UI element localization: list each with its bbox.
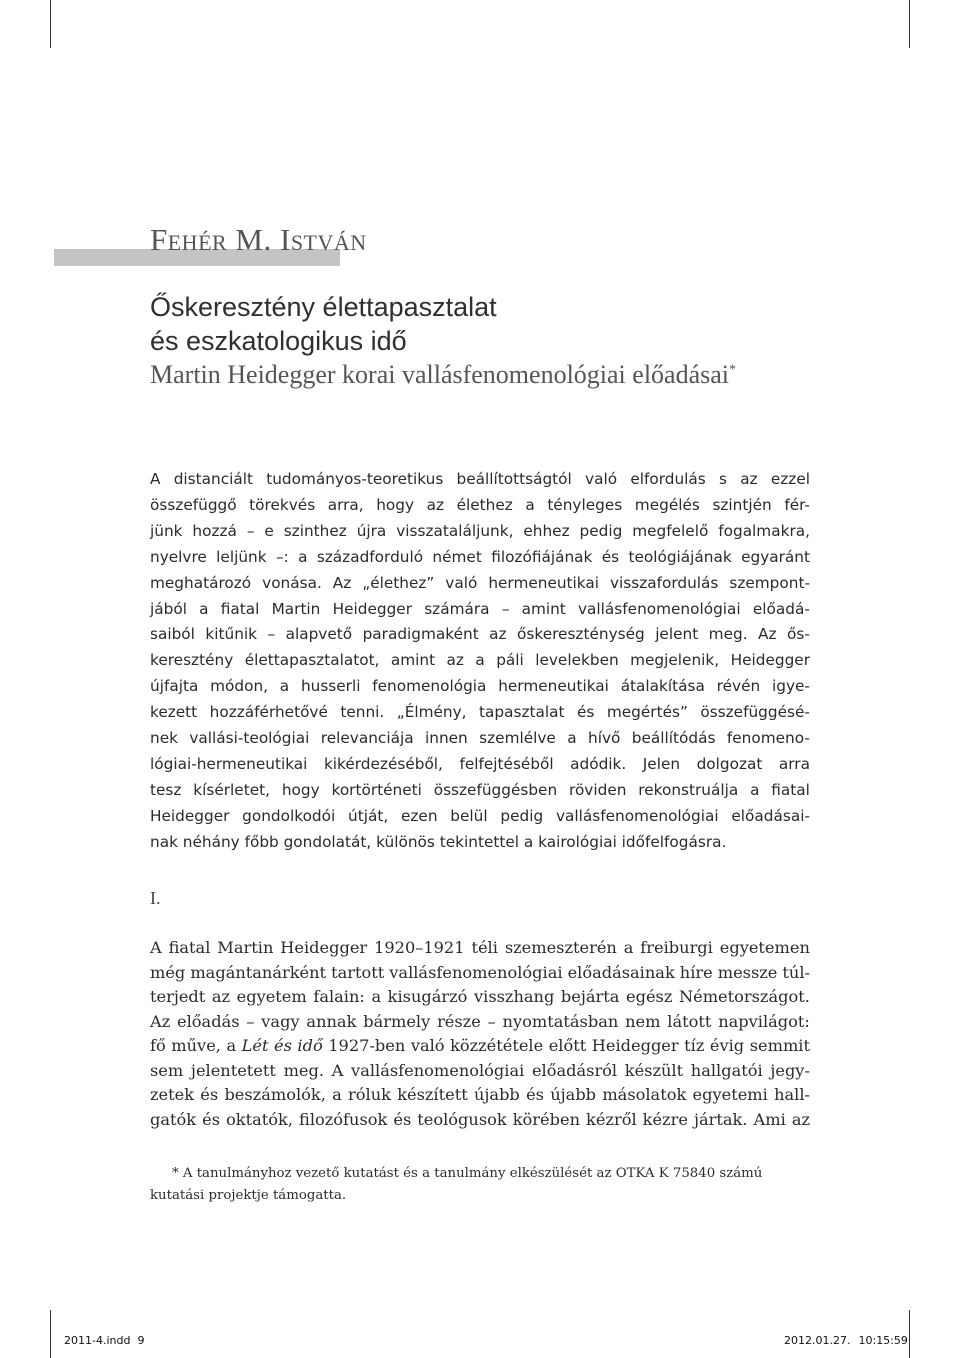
word: túl-	[782, 962, 810, 982]
book-title-italic: Lét és idő	[241, 1036, 323, 1055]
word: és	[202, 1109, 221, 1129]
word: szempont-	[729, 573, 810, 592]
word: leljünk	[216, 547, 267, 566]
word: adódik.	[570, 754, 627, 773]
word: rekonstruálja	[638, 780, 739, 799]
word: husserli	[300, 677, 361, 696]
word: amint	[521, 599, 566, 618]
word: újabb	[473, 1085, 520, 1104]
word: Martin	[217, 938, 274, 957]
article-title	[150, 290, 497, 358]
print-slug-timestamp	[784, 1334, 908, 1347]
word: nyomtatásban	[502, 1011, 619, 1031]
text-line	[150, 1083, 810, 1108]
word: magántanárként	[190, 962, 327, 982]
word: összefüggő	[150, 495, 237, 514]
word: a	[199, 599, 209, 618]
word: a	[371, 987, 382, 1006]
word: arra	[778, 754, 810, 773]
word: kortörténeti	[331, 780, 422, 799]
word: szintjén	[712, 495, 772, 514]
word: pedig	[579, 521, 623, 540]
word: Németországot.	[678, 987, 810, 1006]
word: megjelenik,	[630, 651, 720, 670]
crop-mark-bottom-right	[909, 1310, 910, 1358]
word: előadásai-	[731, 806, 810, 825]
word: –:	[275, 547, 289, 566]
word: tényleges	[547, 495, 623, 514]
word: az	[489, 625, 507, 644]
word: vallásfenomenológiai	[578, 599, 741, 618]
word: egyetemi	[692, 1085, 768, 1104]
word: falain:	[313, 987, 365, 1006]
word: hermeneutikai	[498, 677, 609, 696]
word: annak	[306, 1011, 357, 1031]
word: jünk	[150, 521, 183, 540]
word: újabb	[550, 1085, 597, 1104]
word: és	[601, 547, 620, 566]
abstract-line	[150, 571, 810, 597]
abstract-line	[150, 545, 810, 571]
abstract-line	[150, 752, 810, 778]
word: –	[501, 599, 510, 618]
word: az	[740, 470, 758, 488]
abstract-line	[150, 648, 810, 674]
word: filozófusok	[299, 1109, 388, 1129]
text-line	[150, 961, 810, 986]
word: révén	[716, 677, 761, 696]
footnote-line: * A tanulmányhoz vezető kutatást és a tanulmány elkészülését az OTKA K 75840 számú	[172, 1166, 763, 1181]
footnote	[150, 1163, 810, 1207]
word: fiatal	[220, 599, 260, 618]
word: alapvető	[285, 625, 353, 644]
word: készült	[624, 1060, 684, 1080]
word: teológusok	[417, 1109, 507, 1129]
word: vallási-teológiai	[189, 729, 310, 748]
word: gatók	[150, 1109, 197, 1129]
word: másolatok	[602, 1085, 687, 1104]
word: tenni.	[340, 703, 385, 722]
word: „Élmény,	[396, 703, 467, 722]
word: saiból	[150, 625, 195, 644]
word: átalakítása	[620, 677, 705, 696]
word: ezen	[400, 806, 438, 825]
word: kezett	[150, 703, 198, 722]
word: róluk	[348, 1085, 391, 1104]
word: kisugárzó	[387, 987, 468, 1006]
word: kikérdezéséből,	[323, 754, 443, 773]
word: újfajta	[150, 677, 199, 696]
word: arra,	[327, 495, 364, 514]
text-line	[150, 1108, 810, 1133]
word: összefüggésé-	[700, 703, 810, 722]
crop-mark-bottom-left	[50, 1310, 51, 1358]
word: előadásainak	[567, 962, 675, 982]
slug-time: 10:15:59	[858, 1334, 908, 1347]
abstract	[150, 467, 810, 856]
word: –	[267, 625, 276, 644]
word: meghatározó	[150, 573, 252, 592]
word: ehhez	[523, 521, 570, 540]
word: hermeneutikai	[488, 573, 600, 592]
word: nek	[150, 729, 178, 748]
word: a	[279, 677, 290, 696]
word: századforduló	[316, 547, 424, 566]
word: a	[298, 547, 308, 566]
word: visszataláljunk,	[396, 521, 514, 540]
word: az	[211, 987, 231, 1006]
word: levelekben	[535, 651, 619, 670]
footnote-line: kutatási projektje támogatta.	[150, 1188, 347, 1203]
word: Heidegger	[150, 806, 230, 825]
word: összefüggésben	[433, 780, 558, 799]
word: innen	[425, 729, 468, 748]
word: terjedt	[150, 987, 206, 1006]
word: az	[446, 651, 464, 670]
word: fér-	[784, 495, 810, 514]
word: a	[750, 780, 760, 799]
word: Jelen	[642, 754, 681, 773]
word: kitűnik	[205, 625, 257, 644]
word: jártak.	[693, 1109, 748, 1129]
word: „élethez”	[362, 573, 435, 592]
section-number: I.	[150, 888, 161, 908]
word: a	[332, 1085, 342, 1104]
word: nem	[625, 1011, 661, 1031]
word: Az	[758, 625, 777, 644]
word: Heidegger	[332, 599, 412, 618]
text-line	[150, 936, 810, 961]
word: hozzá	[192, 521, 237, 540]
word: s	[718, 470, 727, 488]
article-subtitle	[150, 360, 736, 390]
word: vallásfenomenológiai	[351, 1060, 525, 1080]
word: pedig	[500, 806, 544, 825]
word: élethez	[456, 495, 513, 514]
word: hívő	[588, 729, 621, 748]
word: filozófiájának	[491, 547, 593, 566]
word: német	[432, 547, 482, 566]
word: e	[264, 521, 274, 540]
word: nyelvre	[150, 547, 207, 566]
word: törekvés	[249, 495, 316, 514]
word: A	[150, 470, 161, 488]
word: egyaránt	[741, 547, 810, 566]
word: körében	[512, 1109, 580, 1129]
word: élettapasztalatot,	[244, 651, 380, 670]
word: vonása.	[262, 573, 322, 592]
word: elfordulás	[630, 470, 706, 488]
word: zetek	[150, 1085, 195, 1104]
text-line-content	[150, 1034, 810, 1059]
word: tesz	[150, 780, 182, 799]
word: dolgozat	[696, 754, 763, 773]
word: szemlélve	[479, 729, 556, 748]
word: bejárta	[560, 987, 620, 1006]
word: paradigmaként	[362, 625, 479, 644]
word: bármely	[363, 1011, 431, 1031]
word: előadá-	[752, 599, 810, 618]
word: megértés”	[606, 703, 688, 722]
word: A	[331, 1060, 344, 1080]
word: meg.	[283, 1060, 324, 1080]
crop-mark-top-left	[50, 0, 51, 48]
word: kézre	[642, 1109, 688, 1129]
word: visszhang	[474, 987, 555, 1006]
title-line: Őskeresztény élettapasztalat	[150, 292, 497, 322]
word: 1920–1921	[374, 938, 465, 957]
slug-date: 2012.01.27.	[784, 1334, 851, 1347]
word: röviden	[569, 780, 627, 799]
word: Heidegger	[280, 938, 368, 957]
abstract-line	[150, 674, 810, 700]
word: fogalmakra,	[718, 521, 810, 540]
word: módon,	[210, 677, 268, 696]
word: tapasztalat	[479, 703, 565, 722]
abstract-line	[150, 726, 810, 752]
word: gondolkodói	[242, 806, 336, 825]
word: –	[246, 521, 255, 540]
word: az	[426, 495, 445, 514]
word: és	[200, 1085, 219, 1104]
word: sem	[150, 1060, 184, 1080]
word: beszámolók,	[224, 1085, 326, 1104]
word: egyetem	[236, 987, 307, 1006]
abstract-line	[150, 597, 810, 623]
word: szemeszterén	[504, 938, 617, 957]
word: igye-	[771, 677, 810, 696]
word: téli	[471, 938, 498, 957]
slug-page-number: 9	[137, 1334, 145, 1347]
word: készített	[397, 1085, 468, 1104]
word: jelent	[655, 625, 699, 644]
word: része	[437, 1011, 481, 1031]
word: fenomeno-	[726, 729, 810, 748]
word: előadásról	[531, 1060, 618, 1080]
abstract-line	[150, 493, 810, 519]
word: őskereszténység	[517, 625, 645, 644]
word: a	[567, 729, 577, 748]
slug-file-name: 2011-4.indd	[64, 1334, 131, 1347]
word: hozzáférhetővé	[209, 703, 328, 722]
word: szinthez	[283, 521, 347, 540]
text-line	[150, 985, 810, 1010]
word: felfejtéséből	[459, 754, 554, 773]
text-fragment: 1927-ben való közzététele előtt Heidegger tíz évig semmit	[322, 1036, 810, 1055]
word: ős-	[787, 625, 810, 644]
word: beállítottságtól	[456, 470, 572, 488]
subtitle-text: Martin Heidegger korai vallásfenomenológiai előadásai	[150, 360, 730, 389]
word: belül	[450, 806, 488, 825]
word: Heidegger	[730, 651, 810, 670]
word: útját,	[348, 806, 389, 825]
word: visszafordulás	[609, 573, 719, 592]
abstract-line	[150, 700, 810, 726]
word: hogy	[281, 780, 320, 799]
abstract-line	[150, 804, 810, 830]
word: tartott	[331, 962, 385, 982]
word: újra	[356, 521, 387, 540]
word: a	[525, 495, 535, 514]
word: számára	[424, 599, 490, 618]
word: megélés	[634, 495, 700, 514]
word: való	[585, 470, 618, 488]
footnote-mark: *	[729, 362, 737, 378]
abstract-line	[150, 467, 810, 493]
word: a	[475, 651, 485, 670]
word: napvilágot:	[718, 1011, 810, 1031]
word: fenomenológia	[372, 677, 487, 696]
word: Az	[332, 573, 352, 592]
word: és	[526, 1085, 544, 1104]
word: vallásfenomenológiai	[389, 962, 563, 982]
abstract-line-text: nak néhány főbb gondolatát, különös tekintettel a kairológiai időfelfogásra.	[150, 832, 727, 851]
word: teológiájának	[628, 547, 732, 566]
word: és	[393, 1109, 412, 1129]
word: egész	[626, 987, 673, 1006]
word: még	[150, 962, 186, 982]
abstract-line	[150, 622, 810, 648]
word: ezzel	[770, 470, 810, 488]
text-line	[150, 1034, 810, 1059]
title-line: és eszkatologikus idő	[150, 326, 407, 356]
word: –	[487, 1011, 496, 1031]
word: jegy-	[770, 1060, 810, 1080]
word: A	[150, 938, 162, 957]
text-line	[150, 1010, 810, 1035]
word: meg.	[708, 625, 748, 644]
crop-mark-top-right	[909, 0, 910, 48]
abstract-line	[150, 830, 810, 856]
word: páli	[496, 651, 524, 670]
word: előadás	[177, 1011, 240, 1031]
word: fiatal	[771, 780, 810, 799]
word: freiburgi	[640, 938, 713, 957]
word: híre	[679, 962, 713, 982]
author-name: Fehér M. István	[150, 222, 367, 257]
word: vallásfenomenológiai	[555, 806, 719, 825]
word: Az	[150, 1011, 171, 1031]
word: messze	[717, 962, 778, 982]
word: –	[246, 1011, 255, 1031]
word: a	[623, 938, 634, 957]
word: kísérletet,	[193, 780, 270, 799]
word: látott	[667, 1011, 712, 1031]
word: az	[791, 1109, 810, 1129]
word: keresztény	[150, 651, 234, 670]
word: hall-	[774, 1085, 810, 1104]
word: Martin	[271, 599, 321, 618]
word: lógiai-hermeneutikai	[150, 754, 308, 773]
word: és	[576, 703, 595, 722]
word: kézről	[586, 1109, 637, 1129]
abstract-line	[150, 519, 810, 545]
word: megfelelő	[632, 521, 709, 540]
word: jelentetett	[190, 1060, 276, 1080]
word: fiatal	[168, 938, 211, 957]
word: tudományos-teoretikus	[266, 470, 444, 488]
body-paragraph	[150, 936, 810, 1132]
word: amint	[390, 651, 436, 670]
print-slug-file	[64, 1334, 144, 1347]
abstract-line	[150, 778, 810, 804]
word: distanciált	[173, 470, 253, 488]
word: egyetemen	[719, 938, 810, 957]
word: való	[445, 573, 478, 592]
word: hogy	[376, 495, 415, 514]
word: vagy	[261, 1011, 300, 1031]
word: jából	[150, 599, 187, 618]
word: relevanciája	[320, 729, 414, 748]
word: hallgatói	[690, 1060, 763, 1080]
word: Ami	[753, 1109, 786, 1129]
word: oktatók,	[226, 1109, 293, 1129]
text-fragment: fő műve, a	[150, 1036, 242, 1055]
word: beállítódás	[631, 729, 716, 748]
text-line	[150, 1059, 810, 1084]
